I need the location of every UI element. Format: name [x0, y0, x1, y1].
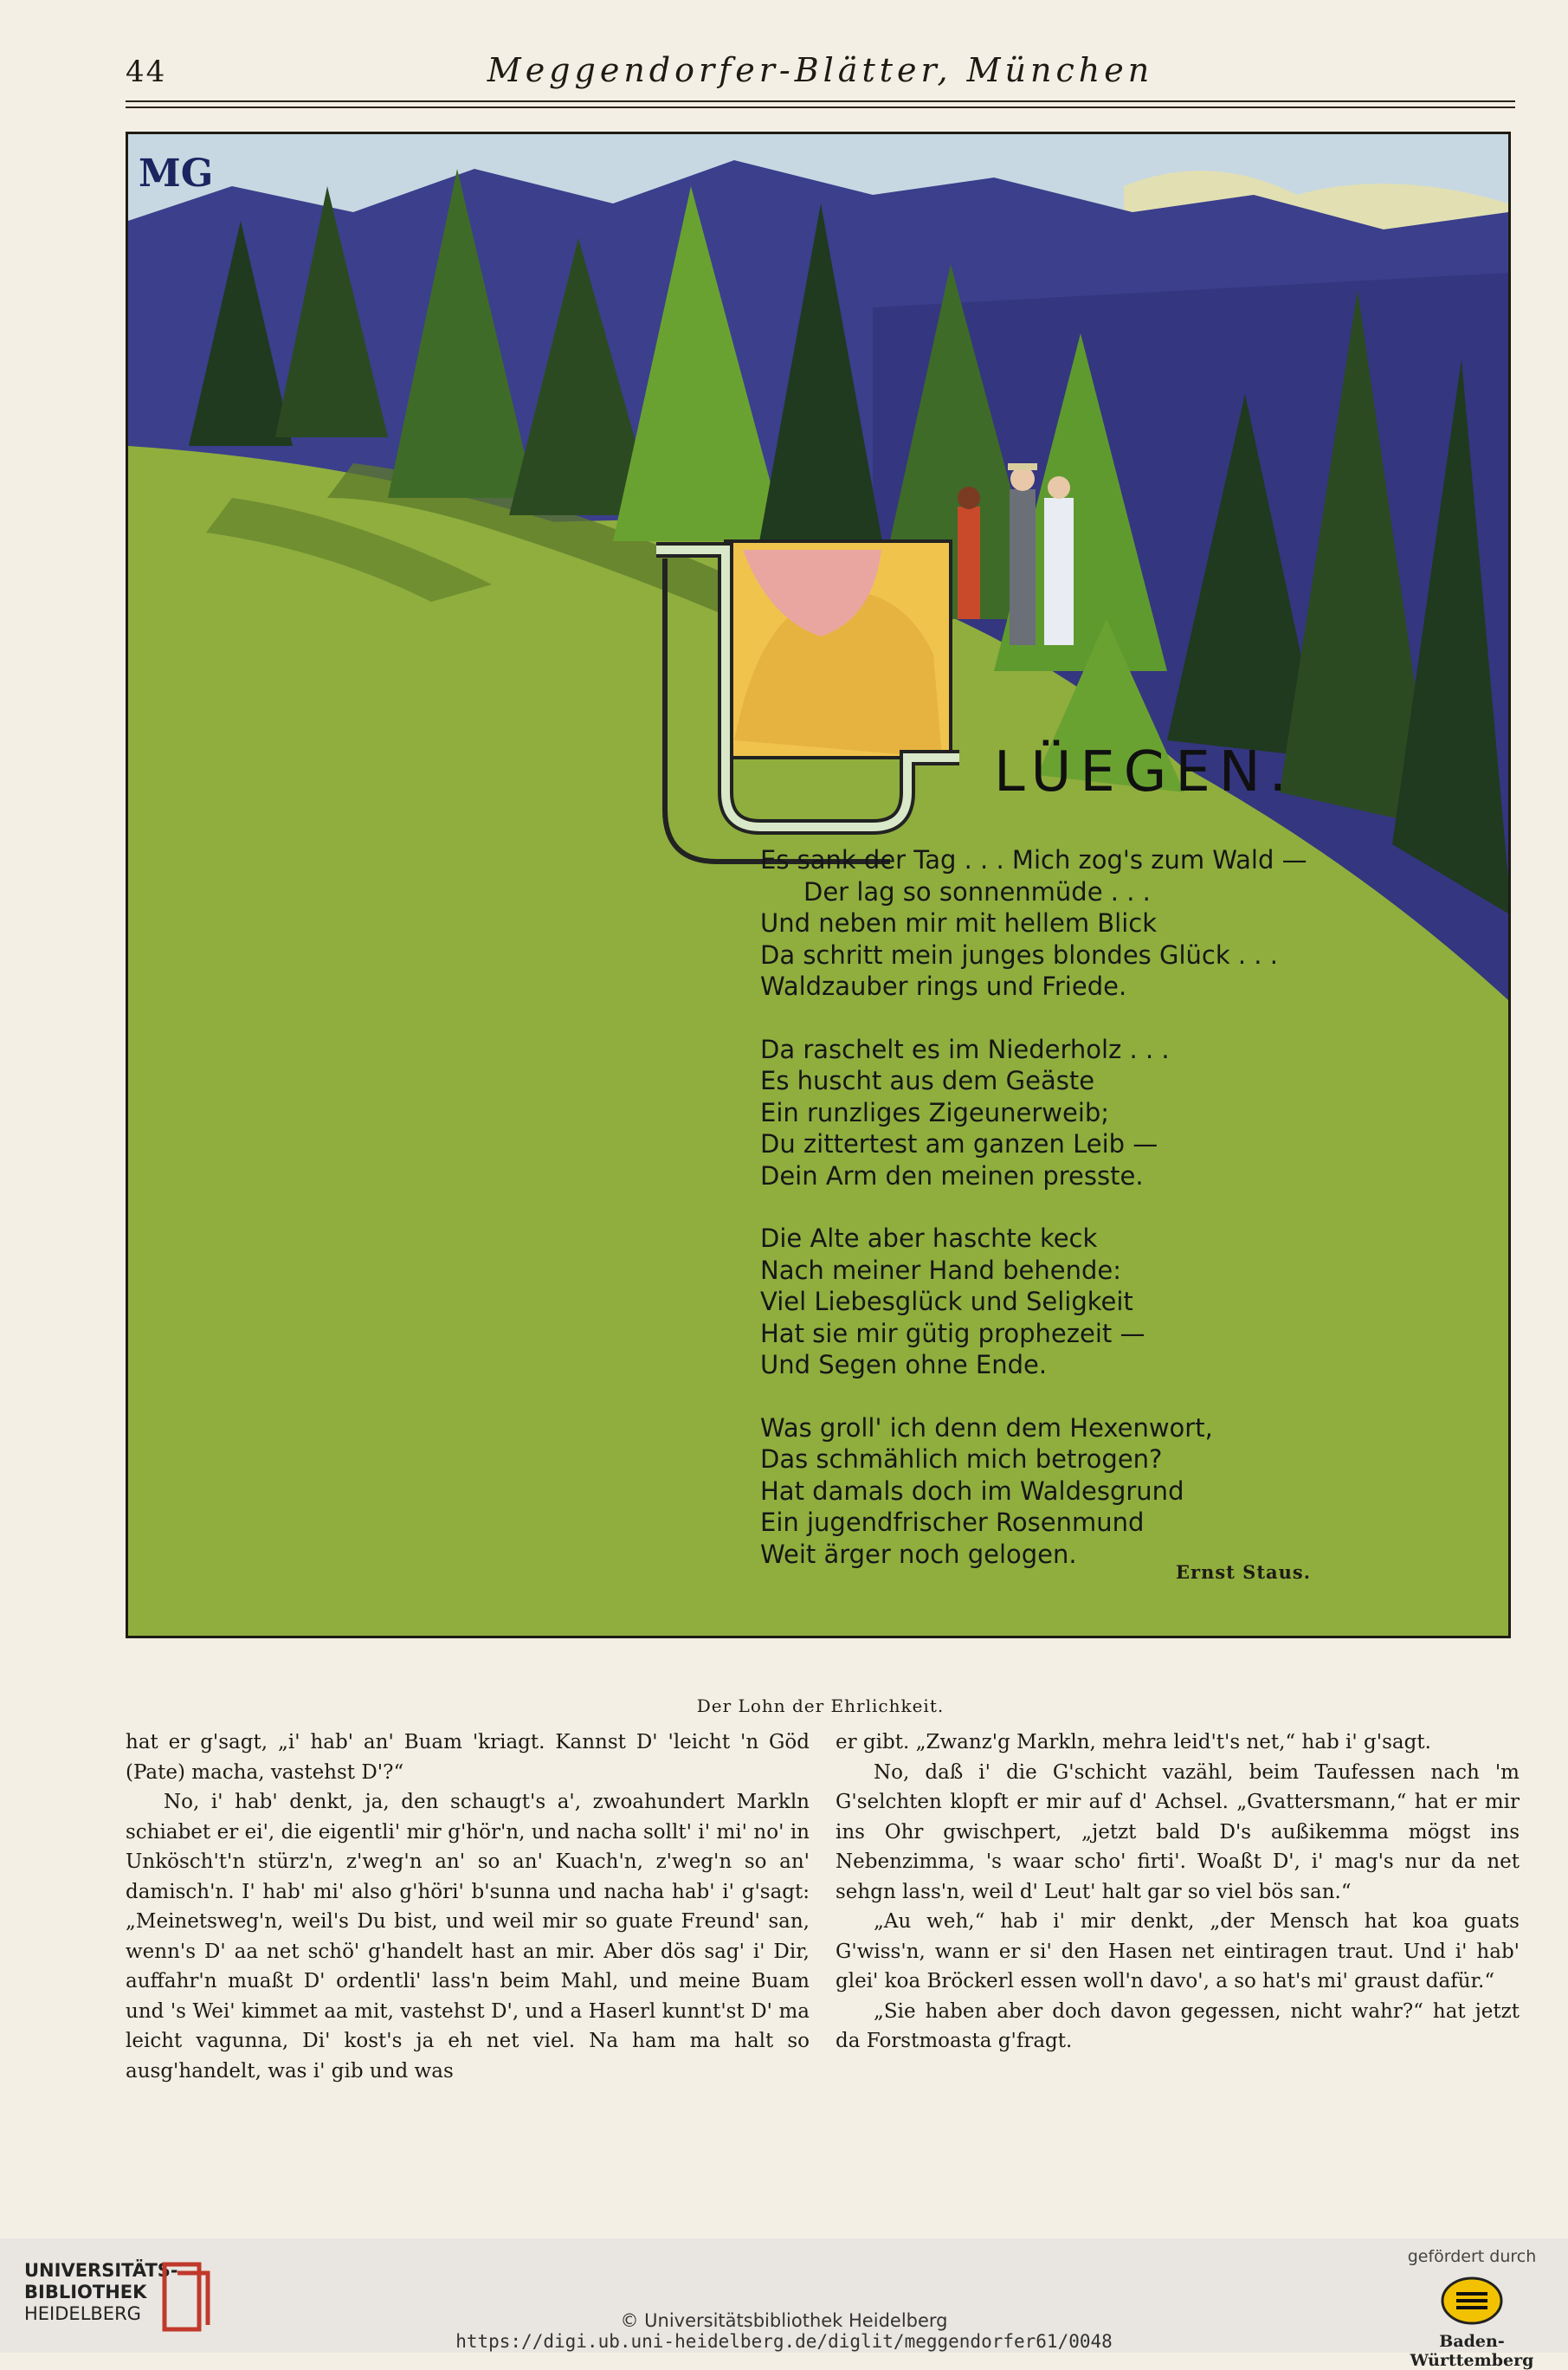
poem-stanza — [760, 1034, 1470, 1192]
funded-by-label: gefördert durch — [1407, 2247, 1537, 2266]
poem-line: Was groll' ich denn dem Hexenwort, — [760, 1412, 1213, 1443]
library-name-line: HEIDELBERG — [24, 2303, 141, 2324]
man-figure — [1010, 489, 1036, 645]
running-title: Meggendorfer-Blätter, München — [487, 51, 1154, 89]
header-rule-top — [126, 100, 1515, 102]
poem-author: Ernst Staus. — [1176, 1561, 1312, 1583]
illustration-plate — [126, 132, 1511, 1638]
poem-line: Da raschelt es im Niederholz . . . — [760, 1034, 1170, 1064]
copyright-notice: © Universitätsbibliothek Heidelberg — [620, 2310, 948, 2331]
prose-paragraph: hat er g'sagt, „i' hab' an' Buam 'kriagt. Kannst D' 'leicht 'n Göd (Pate) macha, vastehst D'?“ — [126, 1731, 810, 1784]
library-name-line: BIBLIOTHEK — [24, 2282, 147, 2302]
prose-paragraph: „Sie haben aber doch davon gegessen, nicht wahr?“ hat jetzt da Forstmoasta g'fragt. — [836, 1999, 1520, 2052]
woman-figure — [1044, 498, 1074, 645]
funder-name: Baden-Württemberg — [1410, 2332, 1534, 2370]
artist-monogram: MG — [139, 152, 214, 196]
poem-line: Ein runzliges Zigeunerweib; — [760, 1097, 1110, 1127]
page-number: 44 — [126, 55, 167, 89]
coat-of-arms-icon — [1437, 2273, 1507, 2328]
poem-line: Weit ärger noch gelogen. — [760, 1539, 1077, 1569]
poem-line: Hat sie mir gütig prophezeit — — [760, 1318, 1145, 1348]
library-name-line: UNIVERSITÄTS- — [24, 2260, 178, 2281]
poem-line: Dein Arm den meinen presste. — [760, 1160, 1144, 1191]
poem-line: Es huscht aus dem Geäste — [760, 1066, 1095, 1095]
poem-text — [760, 844, 1470, 1601]
poem-stanza — [760, 1412, 1470, 1571]
prose-column-right — [836, 1727, 1520, 2057]
prose-paragraph: No, daß i' die G'schicht vazähl, beim Taufessen nach 'm G'selchten klopft er mir auf d' Achsel. „Gvattersmann,“ hat er mir ins Ohr gwischpert, „jetzt bald D's außikemma mögst ins Nebenzimma, 's waar scho' firti'. Woaßt D', i' mag's nur da net sehgn lass'n, weil d' Leut' halt gar so viel bös san.“ — [836, 1760, 1520, 1903]
header-rule-bottom — [126, 107, 1515, 108]
prose-paragraph: „Au weh,“ hab i' mir denkt, „der Mensch hat koa guats G'wiss'n, wann er si' den Hasen net eintiragen traut. Und i' hab' glei' koa Bröckerl essen woll'n davo', a so hat's mi' graust dafür.“ — [836, 1910, 1520, 1992]
poem-line: Nach meiner Hand behende: — [760, 1255, 1121, 1285]
poem-stanza — [760, 1223, 1470, 1381]
poem-line: Es sank der Tag . . . Mich zog's zum Wald — — [760, 845, 1307, 875]
prose-heading: Der Lohn der Ehrlichkeit. — [696, 1695, 945, 1716]
poem-title: LÜEGEN. — [994, 740, 1295, 804]
prose-column-left — [126, 1727, 810, 2086]
prose-paragraph: er gibt. „Zwanz'g Markln, mehra leid't's net,“ hab i' g'sagt. — [836, 1731, 1431, 1753]
poem-line: Waldzauber rings und Friede. — [760, 972, 1127, 1001]
poem-line: Und neben mir mit hellem Blick — [760, 908, 1158, 938]
poem-line: Hat damals doch im Waldesgrund — [760, 1476, 1184, 1506]
poem-line: Der lag so sonnenmüde . . . — [803, 876, 1151, 907]
page-header — [126, 48, 1515, 100]
prose-paragraph: No, i' hab' denkt, ja, den schaugt's a', zwoahundert Markln schiabet er ei', die eigentli' mir g'hör'n, und nacha sollt' i' mi' no' in Unkösch't'n stürz'n, z'weg'n an' so an' Kuach'n, z'weg'n so an' damisch'n. I' hab' mi' also g'höri' b'sunna und nacha hab' i' g'sagt: „Meinetsweg'n, weil's Du bist, und weil mir so guate Freund' san, wenn's D' aa net schö' g'handelt hast an mir. Aber dös sag' i' Dir, auffahr'n muaßt D' ordentli' lass'n beim Mahl, und meine Buam und 's Wei' kimmet aa mit, vastehst D', und a Haserl kunnt'st D' ma leicht vagunna, Di' kost's ja eh net viel. Na ham ma halt so ausg'handelt, was i' gib und was — [126, 1791, 810, 2083]
footer-bar — [0, 2238, 1568, 2370]
poem-line: Ein jugendfrischer Rosenmund — [760, 1508, 1145, 1537]
source-url-link[interactable]: https://digi.ub.uni-heidelberg.de/diglit/meggendorfer61/0048 — [455, 2331, 1113, 2352]
poem-line: Da schritt mein junges blondes Glück . . . — [760, 940, 1278, 970]
poem-line: Die Alte aber haschte keck — [760, 1224, 1098, 1253]
poem-line: Das schmählich mich betrogen? — [760, 1444, 1163, 1474]
figures-group — [958, 463, 1074, 645]
poem-stanza — [760, 844, 1470, 1003]
poem-line: Und Segen ohne Ende. — [760, 1350, 1048, 1379]
gypsy-woman — [958, 507, 980, 619]
poem-line: Viel Liebesglück und Seligkeit — [760, 1287, 1133, 1316]
poem-line: Du zittertest am ganzen Leib — — [760, 1129, 1158, 1159]
